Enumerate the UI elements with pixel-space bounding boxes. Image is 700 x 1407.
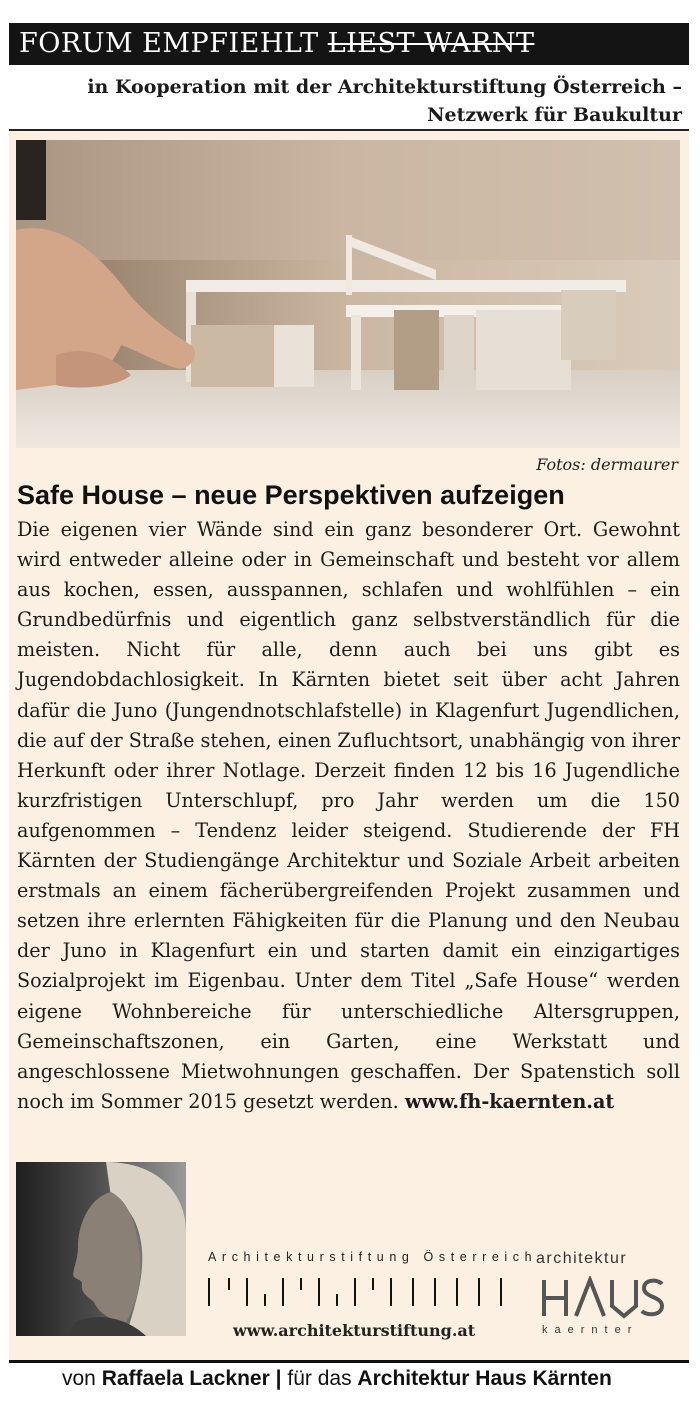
article-body <box>17 515 680 1117</box>
cooperation-line-1: in Kooperation mit der Architekturstiftung Österreich – <box>87 76 682 98</box>
haus-logo-bottom: kaernter <box>542 1324 639 1336</box>
stiftung-barcode-logo <box>206 1274 506 1310</box>
photo-credit: Fotos: dermaurer <box>536 455 678 474</box>
section-header <box>9 23 689 65</box>
architecture-model-photo <box>16 140 680 448</box>
author-name: Raffaela Lackner <box>101 1367 270 1390</box>
cooperation-note <box>22 73 682 129</box>
architektur-haus-logo <box>536 1250 672 1342</box>
article-link[interactable]: www.fh-kaernten.at <box>404 1089 615 1113</box>
author-credit <box>62 1367 682 1391</box>
portrait-illustration <box>16 1162 186 1336</box>
credit-middle: für das <box>287 1367 352 1390</box>
footer-divider <box>9 1360 689 1363</box>
architecture-model-illustration <box>16 140 680 448</box>
author-portrait <box>16 1162 186 1336</box>
haus-logo-lettering <box>540 1276 666 1320</box>
stiftung-url[interactable]: www.architekturstiftung.at <box>233 1321 476 1340</box>
cooperation-line-2: Netzwerk für Baukultur <box>427 104 682 126</box>
organization-name: Architektur Haus Kärnten <box>357 1367 612 1390</box>
credit-separator: | <box>275 1367 282 1390</box>
stiftung-name: Architekturstiftung Österreich <box>208 1250 538 1264</box>
credit-prefix: von <box>62 1367 96 1390</box>
article-body-text: Die eigenen vier Wände sind ein ganz besonderer Ort. Gewohnt wird entweder alleine oder in Gemeinschaft und besteht vor allem aus kochen, essen, ausspannen, schlafen und wohlfühlen – ein Grundbedürfnis und eigentlich ganz selbstverständlich für die meisten. Nicht für alle, denn auch bei uns gibt es Jugendobdachlosigkeit. In Kärnten bietet seit über acht Jahren dafür die Juno (Jungendnotschlafstelle) in Klagenfurt Jugendlichen, die auf der Straße stehen, einen Zufluchtsort, unabhängig von ihrer Herkunft oder ihrer Notlage. Derzeit finden 12 bis 16 Jugendliche kurzfristigen Unterschlupf, pro Jahr werden um die 150 aufgenommen – Tendenz leider steigend. Studierende der FH Kärnten der Studiengänge Architektur und Soziale Arbeit arbeiten erstmals an einem fächerübergreifenden Projekt zusammen und setzen ihre erlernten Fähigkeiten für die Planung und den Neubau der Juno in Klagenfurt ein und starten damit ein einzigartiges Sozialprojekt im Eigenbau. Unter dem Titel „Safe House“ werden eigene Wohnbereiche für unterschiedliche Altersgruppen, Gemeinschaftszonen, ein Garten, eine Werkstatt und angeschlossene Mietwohnungen geschaffen. Der Spatenstich soll noch im Sommer 2015 gesetzt werden. <box>17 518 680 1113</box>
header-title-struck: LIEST WARNT <box>327 28 535 59</box>
header-title: FORUM EMPFIEHLT <box>19 28 319 59</box>
haus-logo-top: architektur <box>536 1250 628 1267</box>
article-title: Safe House – neue Perspektiven aufzeigen <box>17 480 565 510</box>
